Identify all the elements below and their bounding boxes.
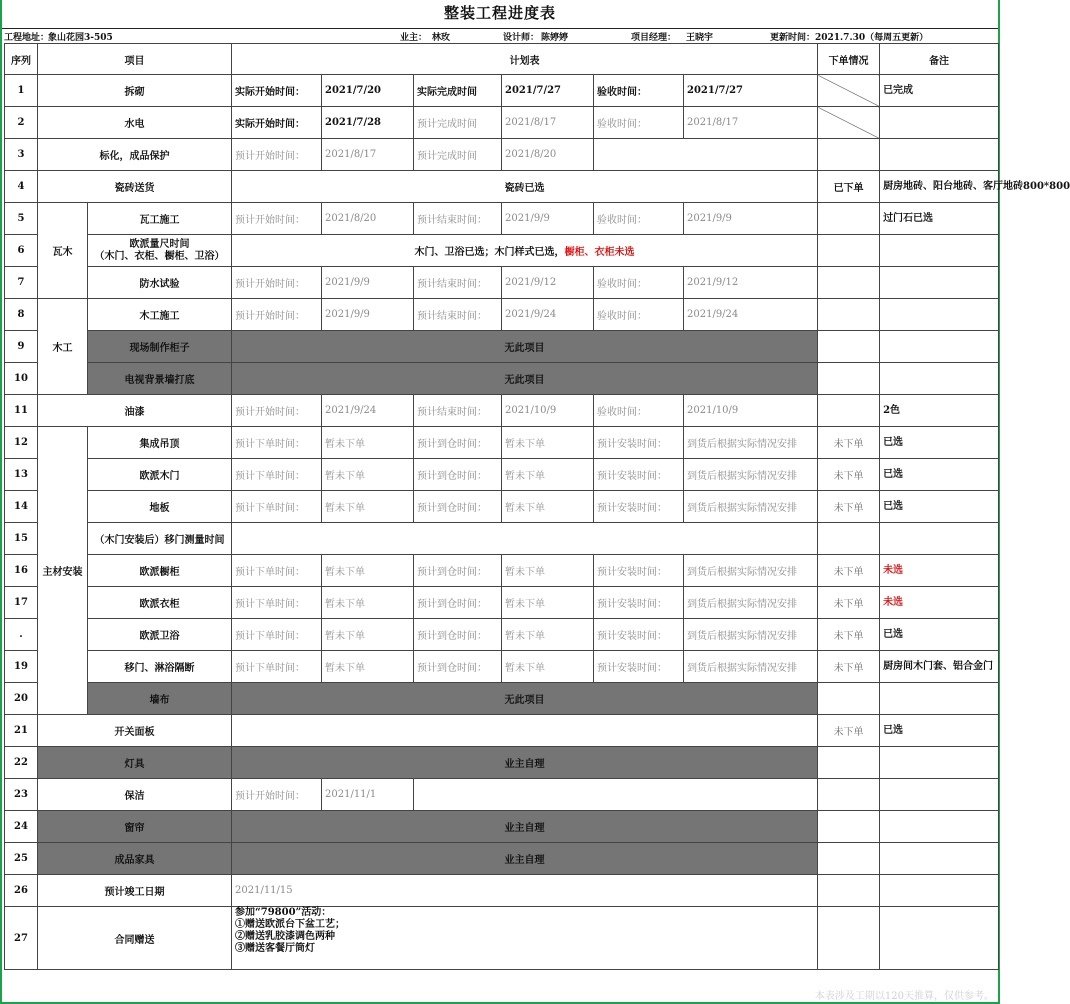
plan-status: 业主自理 — [232, 747, 818, 779]
row-item: 欧派橱柜 — [88, 555, 232, 587]
planned-start-label: 预计开始时间： — [232, 779, 322, 811]
accept-label: 验收时间： — [594, 299, 684, 331]
update-value: 2021.7.30（每周五更新） — [815, 33, 929, 43]
row-seq: 23 — [5, 779, 38, 811]
planned-arrival-label: 预计到仓时间： — [414, 555, 502, 587]
order-cell — [818, 267, 880, 299]
table-row — [5, 299, 999, 331]
order-cell — [818, 907, 880, 970]
row-item: 欧派衣柜 — [88, 587, 232, 619]
row-seq: 17 — [5, 587, 38, 619]
table-row — [5, 715, 999, 747]
plan-empty — [414, 779, 818, 811]
planned-start-label: 预计开始时间： — [232, 267, 322, 299]
planned-install-label: 预计安装时间： — [594, 651, 684, 683]
plan-status: 无此项目 — [232, 363, 818, 395]
planned-install-label: 预计安装时间： — [594, 587, 684, 619]
table-row — [5, 843, 999, 875]
progress-table — [4, 43, 1070, 970]
planned-arrival-value: 暂未下单 — [502, 459, 594, 491]
sheet-border-left — [0, 0, 2, 1004]
row-note — [880, 235, 999, 267]
row-seq: 9 — [5, 331, 38, 363]
planned-start-date: 2021/8/20 — [322, 203, 414, 235]
owner-value: 林玫 — [432, 33, 451, 43]
header-order: 下单情况 — [818, 44, 880, 75]
row-item: 拆砌 — [38, 75, 232, 107]
planned-start-label: 预计开始时间： — [232, 203, 322, 235]
update-label: 更新时间： — [770, 33, 816, 43]
planned-arrival-value: 暂未下单 — [502, 427, 594, 459]
order-cell — [818, 779, 880, 811]
row-item: 木工施工 — [88, 299, 232, 331]
actual-start-date: 2021/7/20 — [322, 75, 414, 107]
accept-date: 2021/10/9 — [684, 395, 818, 427]
planned-install-value: 到货后根据实际情况安排 — [684, 555, 818, 587]
gift-line-3: ②赠送乳胶漆调色两种 — [235, 931, 335, 942]
page-title: 整装工程进度表 — [2, 0, 998, 29]
row-item: 集成吊顶 — [88, 427, 232, 459]
row-item-line1: 欧派量尺时间 — [129, 238, 190, 250]
accept-label: 验收时间： — [594, 107, 684, 139]
row-item: 现场制作柜子 — [88, 331, 232, 363]
section-main-install: 主材安装 — [38, 427, 88, 715]
row-item: 电视背景墙打底 — [88, 363, 232, 395]
planned-start-label: 预计开始时间： — [232, 395, 322, 427]
order-cell — [818, 875, 880, 907]
planned-finish-date: 2021/8/20 — [502, 139, 594, 171]
row-note: 已选 — [880, 715, 999, 747]
planned-arrival-value: 暂未下单 — [502, 619, 594, 651]
row-note: 已完成 — [880, 75, 999, 107]
accept-label: 验收时间： — [594, 267, 684, 299]
gift-line-2: ①赠送欧派台下盆工艺； — [235, 919, 345, 930]
row-seq: 16 — [5, 555, 38, 587]
row-seq: 15 — [5, 523, 38, 555]
accept-date: 2021/9/24 — [684, 299, 818, 331]
row-seq: 3 — [5, 139, 38, 171]
planned-install-label: 预计安装时间： — [594, 619, 684, 651]
row-note: 已选 — [880, 459, 999, 491]
order-cell — [818, 203, 880, 235]
row-item: 预计竣工日期 — [38, 875, 232, 907]
table-row — [5, 747, 999, 779]
row-seq: 22 — [5, 747, 38, 779]
row-seq: 1 — [5, 75, 38, 107]
row-item — [88, 235, 232, 267]
row-item: 窗帘 — [38, 811, 232, 843]
header-note: 备注 — [880, 44, 999, 75]
planned-order-value: 暂未下单 — [322, 651, 414, 683]
planned-order-label: 预计下单时间： — [232, 619, 322, 651]
row-seq: 27 — [5, 907, 38, 970]
planned-order-label: 预计下单时间： — [232, 427, 322, 459]
row-note — [880, 683, 999, 715]
order-status: 未下单 — [818, 555, 880, 587]
row-seq: 2 — [5, 107, 38, 139]
planned-order-label: 预计下单时间： — [232, 555, 322, 587]
planned-arrival-label: 预计到仓时间： — [414, 427, 502, 459]
plan-unselected: 橱柜、衣柜未选 — [564, 247, 635, 258]
row-note: 已选 — [880, 491, 999, 523]
actual-finish-label: 实际完成时间 — [414, 75, 502, 107]
planned-end-label: 预计结束时间： — [414, 299, 502, 331]
planned-end-date: 2021/9/9 — [502, 203, 594, 235]
actual-start-label: 实际开始时间： — [232, 107, 322, 139]
row-note: 厨房间木门套、铝合金门 — [880, 651, 999, 683]
order-status: 已下单 — [818, 171, 880, 203]
order-status: 未下单 — [818, 491, 880, 523]
planned-end-label: 预计结束时间： — [414, 267, 502, 299]
planned-install-value: 到货后根据实际情况安排 — [684, 619, 818, 651]
owner-label: 业主： — [400, 33, 428, 43]
planned-order-label: 预计下单时间： — [232, 587, 322, 619]
order-cell — [818, 331, 880, 363]
table-row — [5, 907, 999, 970]
planned-start-date: 2021/9/24 — [322, 395, 414, 427]
completion-date: 2021/11/15 — [232, 875, 818, 907]
row-note — [880, 299, 999, 331]
accept-label: 验收时间： — [594, 203, 684, 235]
row-seq: 24 — [5, 811, 38, 843]
order-cell — [818, 363, 880, 395]
row-seq: 21 — [5, 715, 38, 747]
row-item: 成品家具 — [38, 843, 232, 875]
planned-install-label: 预计安装时间： — [594, 555, 684, 587]
planned-install-label: 预计安装时间： — [594, 427, 684, 459]
table-row — [5, 555, 999, 587]
planned-arrival-value: 暂未下单 — [502, 651, 594, 683]
table-row — [5, 779, 999, 811]
row-item: 水电 — [38, 107, 232, 139]
order-cell — [818, 683, 880, 715]
accept-date: 2021/7/27 — [684, 75, 818, 107]
row-note: 已选 — [880, 619, 999, 651]
planned-finish-label: 预计完成时间 — [414, 139, 502, 171]
table-row — [5, 523, 999, 555]
order-cell — [818, 235, 880, 267]
table-row — [5, 491, 999, 523]
header-plan: 计划表 — [232, 44, 818, 75]
table-row — [5, 395, 999, 427]
row-item: 墙布 — [88, 683, 232, 715]
table-row — [5, 875, 999, 907]
row-note: 未选 — [880, 555, 999, 587]
row-item: 欧派卫浴 — [88, 619, 232, 651]
table-row — [5, 75, 999, 107]
header-row — [5, 44, 999, 75]
planned-order-value: 暂未下单 — [322, 587, 414, 619]
order-cell — [818, 523, 880, 555]
order-cell — [818, 139, 880, 171]
row-note: 已选 — [880, 427, 999, 459]
row-note: 未选 — [880, 587, 999, 619]
section-wood: 木工 — [38, 299, 88, 395]
row-item: 标化，成品保护 — [38, 139, 232, 171]
row-note: 2色 — [880, 395, 999, 427]
plan-empty — [232, 523, 818, 555]
row-seq: 13 — [5, 459, 38, 491]
table-row — [5, 203, 999, 235]
order-status: 未下单 — [818, 587, 880, 619]
row-item: 开关面板 — [38, 715, 232, 747]
row-item: 瓷砖送货 — [38, 171, 232, 203]
footer-note: 本表涉及工期以120天推算，仅供参考。 — [814, 991, 994, 1002]
row-seq: . — [5, 619, 38, 651]
row-note: 过门石已选 — [880, 203, 999, 235]
plan-status: 无此项目 — [232, 331, 818, 363]
row-item: 合同赠送 — [38, 907, 232, 970]
plan-status: 瓷砖已选 — [232, 171, 818, 203]
plan-status: 业主自理 — [232, 843, 818, 875]
row-item-line2: （木门、衣柜、橱柜、卫浴） — [94, 250, 225, 262]
planned-arrival-label: 预计到仓时间： — [414, 491, 502, 523]
plan-status: 无此项目 — [232, 683, 818, 715]
planned-arrival-value: 暂未下单 — [502, 491, 594, 523]
table-row — [5, 619, 999, 651]
table-row — [5, 811, 999, 843]
row-seq: 25 — [5, 843, 38, 875]
order-cell — [818, 843, 880, 875]
row-seq: 10 — [5, 363, 38, 395]
row-seq: 19 — [5, 651, 38, 683]
planned-install-value: 到货后根据实际情况安排 — [684, 587, 818, 619]
planned-start-date: 2021/11/1 — [322, 779, 414, 811]
row-note — [880, 779, 999, 811]
row-seq: 7 — [5, 267, 38, 299]
planned-end-label: 预计结束时间： — [414, 203, 502, 235]
order-status: 未下单 — [818, 427, 880, 459]
row-item: 灯具 — [38, 747, 232, 779]
order-cell — [818, 747, 880, 779]
manager-label: 项目经理： — [631, 33, 677, 43]
gift-line-4: ③赠送客餐厅筒灯 — [235, 943, 315, 954]
table-row — [5, 267, 999, 299]
row-item: 欧派木门 — [88, 459, 232, 491]
planned-start-date: 2021/8/17 — [322, 139, 414, 171]
row-seq: 4 — [5, 171, 38, 203]
planned-install-value: 到货后根据实际情况安排 — [684, 651, 818, 683]
header-item: 项目 — [38, 44, 232, 75]
planned-start-label: 预计开始时间： — [232, 299, 322, 331]
designer-value: 陈婷婷 — [541, 33, 569, 43]
address-label: 工程地址： — [4, 33, 50, 43]
plan-selected: 木门、卫浴已选；木门样式已选， — [414, 247, 565, 258]
row-item: 移门、淋浴隔断 — [88, 651, 232, 683]
row-item: 防水试验 — [88, 267, 232, 299]
table-row — [5, 331, 999, 363]
row-seq: 26 — [5, 875, 38, 907]
planned-arrival-label: 预计到仓时间： — [414, 587, 502, 619]
row-seq: 11 — [5, 395, 38, 427]
plan-status: 业主自理 — [232, 811, 818, 843]
planned-install-value: 到货后根据实际情况安排 — [684, 491, 818, 523]
accept-label: 验收时间： — [594, 75, 684, 107]
planned-order-value: 暂未下单 — [322, 491, 414, 523]
order-cell — [818, 395, 880, 427]
row-note — [880, 267, 999, 299]
planned-arrival-label: 预计到仓时间： — [414, 651, 502, 683]
row-item: 保洁 — [38, 779, 232, 811]
row-item: 油漆 — [38, 395, 232, 427]
row-note — [880, 811, 999, 843]
row-note — [880, 843, 999, 875]
table-row — [5, 139, 999, 171]
planned-order-value: 暂未下单 — [322, 459, 414, 491]
row-note — [880, 107, 999, 139]
order-cell — [818, 811, 880, 843]
planned-end-date: 2021/10/9 — [502, 395, 594, 427]
planned-order-label: 预计下单时间： — [232, 651, 322, 683]
planned-install-label: 预计安装时间： — [594, 459, 684, 491]
order-status: 未下单 — [818, 715, 880, 747]
order-status: 未下单 — [818, 619, 880, 651]
section-tile: 瓦木 — [38, 203, 88, 299]
planned-end-label: 预计结束时间： — [414, 395, 502, 427]
actual-start-date: 2021/7/28 — [322, 107, 414, 139]
row-seq: 14 — [5, 491, 38, 523]
order-cell — [818, 299, 880, 331]
planned-start-date: 2021/9/9 — [322, 299, 414, 331]
actual-start-label: 实际开始时间： — [232, 75, 322, 107]
empty-cell — [594, 139, 818, 171]
order-cell — [818, 75, 880, 107]
planned-arrival-label: 预计到仓时间： — [414, 459, 502, 491]
row-seq: 12 — [5, 427, 38, 459]
order-status: 未下单 — [818, 651, 880, 683]
row-item: （木门安装后）移门测量时间 — [88, 523, 232, 555]
accept-date: 2021/8/17 — [684, 107, 818, 139]
planned-install-value: 到货后根据实际情况安排 — [684, 427, 818, 459]
row-note — [880, 363, 999, 395]
order-cell — [818, 107, 880, 139]
gift-line-1: 参加“79800”活动： — [235, 907, 332, 918]
manager-value: 王晓宇 — [686, 33, 714, 43]
planned-start-label: 预计开始时间： — [232, 139, 322, 171]
accept-date: 2021/9/12 — [684, 267, 818, 299]
header-seq: 序列 — [5, 44, 38, 75]
designer-label: 设计师： — [503, 33, 540, 43]
planned-order-value: 暂未下单 — [322, 555, 414, 587]
table-row — [5, 235, 999, 267]
table-row — [5, 107, 999, 139]
planned-install-value: 到货后根据实际情况安排 — [684, 459, 818, 491]
planned-install-label: 预计安装时间： — [594, 491, 684, 523]
row-item: 瓦工施工 — [88, 203, 232, 235]
row-note — [880, 331, 999, 363]
table-row — [5, 171, 999, 203]
row-note — [880, 907, 999, 970]
planned-order-label: 预计下单时间： — [232, 491, 322, 523]
planned-end-date: 2021/9/24 — [502, 299, 594, 331]
planned-arrival-label: 预计到仓时间： — [414, 619, 502, 651]
table-row — [5, 587, 999, 619]
table-row — [5, 683, 999, 715]
row-note — [880, 139, 999, 171]
planned-arrival-value: 暂未下单 — [502, 555, 594, 587]
planned-start-date: 2021/9/9 — [322, 267, 414, 299]
row-note — [880, 523, 999, 555]
planned-order-label: 预计下单时间： — [232, 459, 322, 491]
accept-date: 2021/9/9 — [684, 203, 818, 235]
planned-order-value: 暂未下单 — [322, 619, 414, 651]
row-item: 地板 — [88, 491, 232, 523]
order-status: 未下单 — [818, 459, 880, 491]
planned-finish-date: 2021/8/17 — [502, 107, 594, 139]
planned-order-value: 暂未下单 — [322, 427, 414, 459]
accept-label: 验收时间： — [594, 395, 684, 427]
plan-status — [232, 235, 818, 267]
table-row — [5, 427, 999, 459]
planned-end-date: 2021/9/12 — [502, 267, 594, 299]
actual-finish-date: 2021/7/27 — [502, 75, 594, 107]
row-seq: 20 — [5, 683, 38, 715]
plan-empty — [232, 715, 818, 747]
address-value: 象山花园3-505 — [48, 33, 113, 43]
table-row — [5, 651, 999, 683]
row-note — [880, 875, 999, 907]
table-row — [5, 459, 999, 491]
row-seq: 8 — [5, 299, 38, 331]
row-seq: 5 — [5, 203, 38, 235]
planned-finish-label: 预计完成时间 — [414, 107, 502, 139]
gift-details — [232, 907, 818, 970]
row-note: 厨房地砖、阳台地砖、客厅地砖800*800 — [880, 171, 999, 203]
row-seq: 6 — [5, 235, 38, 267]
table-row — [5, 363, 999, 395]
row-note — [880, 747, 999, 779]
planned-arrival-value: 暂未下单 — [502, 587, 594, 619]
